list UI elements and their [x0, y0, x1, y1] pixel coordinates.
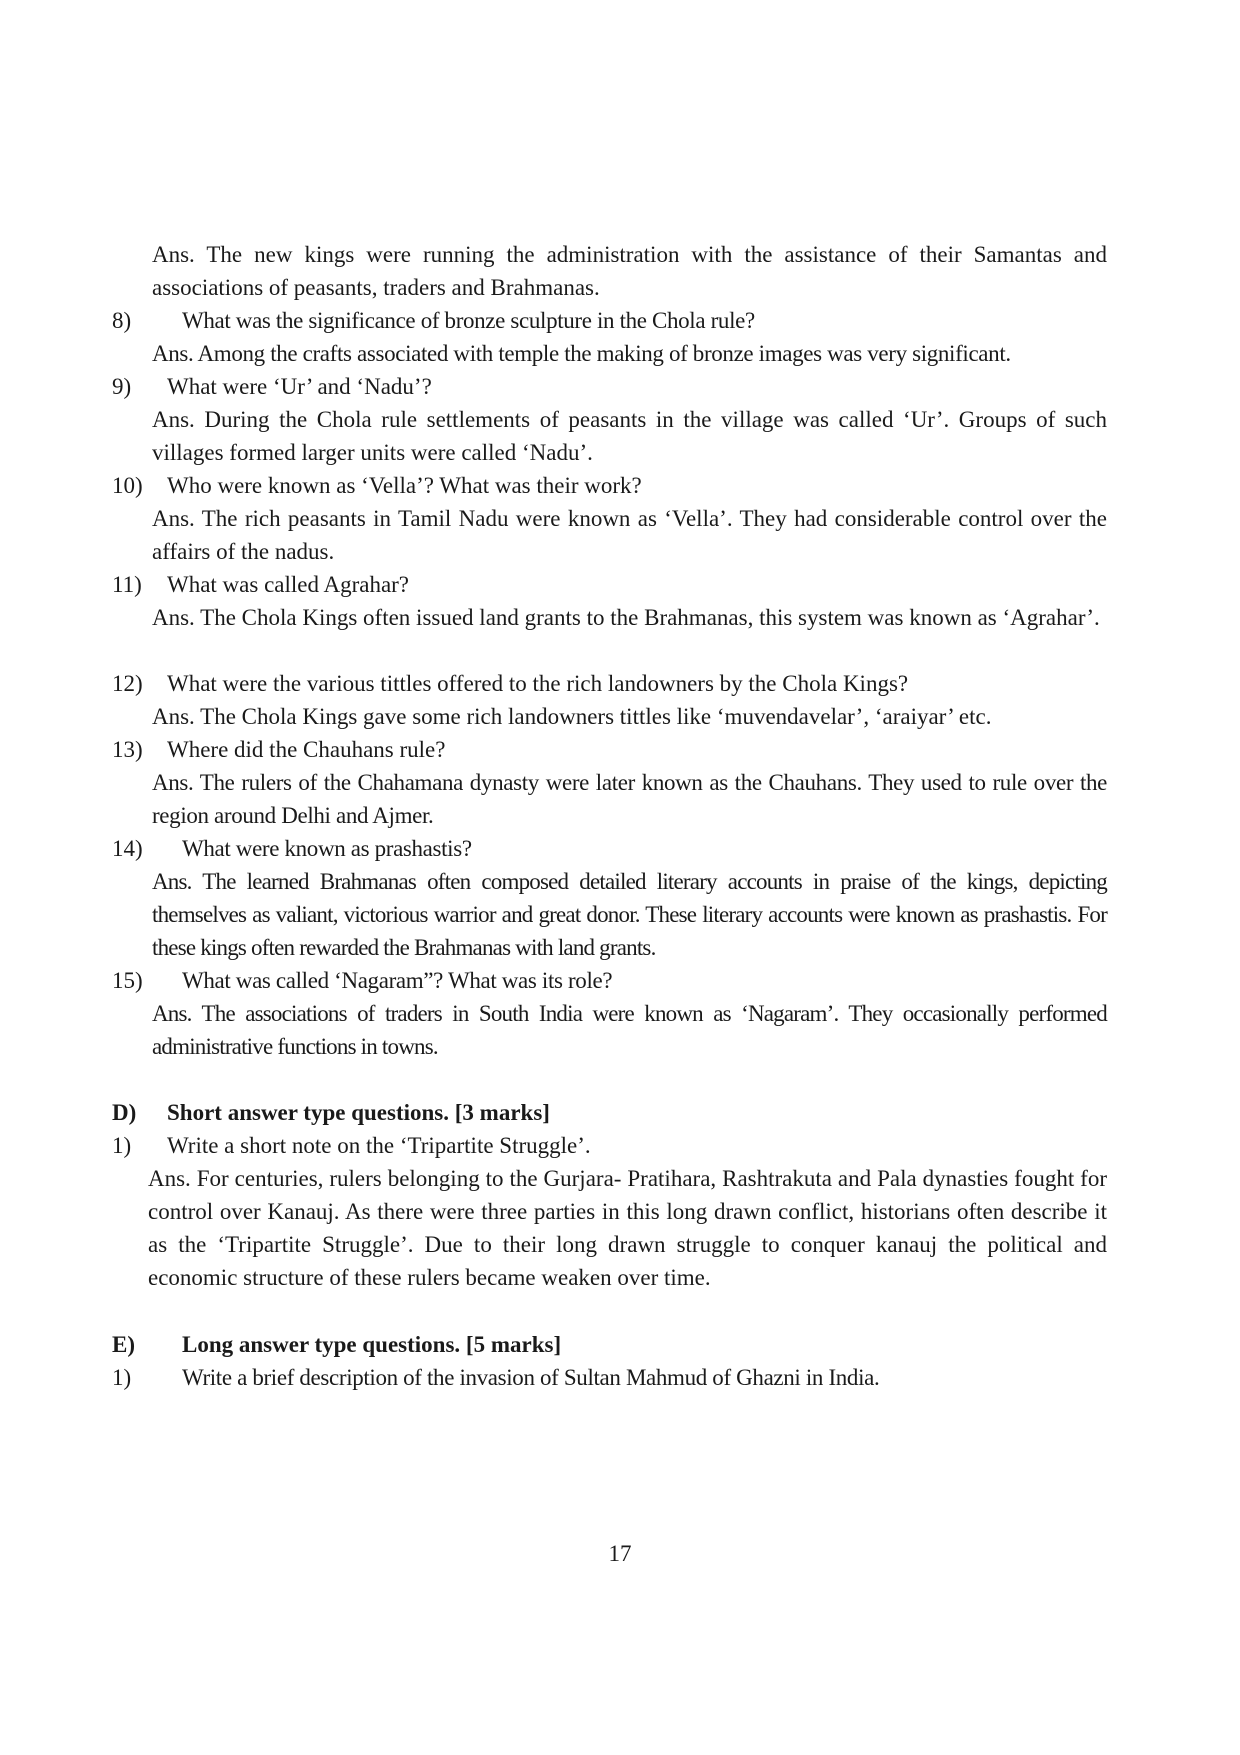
question-15-block — [112, 964, 1112, 1063]
question-13-block — [112, 733, 1112, 832]
question-number: 11) — [112, 572, 142, 597]
question-number: 8) — [112, 308, 132, 333]
section-e — [112, 1328, 1112, 1394]
answer-text: Ans. For centuries, rulers belonging to the Gurjara- Pratihara, Rashtrakuta and Pala dynasties fought for control over Kanauj. As there were three parties in this long drawn conflict, historians often describe it as the ‘Tripartite Struggle’. Due to their long drawn struggle to conquer kanauj the political and economic structure of these rulers became weaken over time. — [148, 1166, 1107, 1290]
question-number: 14) — [112, 836, 143, 861]
question-text: What was called ‘Nagaram”? What was its role? — [182, 968, 613, 993]
question-number: 9) — [112, 374, 132, 399]
answer-text: Ans. The Chola Kings gave some rich landowners tittles like ‘muvendavelar’, ‘araiyar’ etc. — [152, 704, 992, 729]
answer-text: Ans. The rulers of the Chahamana dynasty were later known as the Chauhans. They used to rule over the region around Delhi and Ajmer. — [152, 770, 1107, 828]
question-number: 1) — [112, 1133, 132, 1158]
answer-text: Ans. The associations of traders in South India were known as ‘Nagaram’. They occasionally performed administrative functions in towns. — [152, 1001, 1107, 1059]
question-text: Write a brief description of the invasion of Sultan Mahmud of Ghazni in India. — [182, 1365, 880, 1390]
question-text: What was called Agrahar? — [167, 572, 410, 597]
question-9-block — [112, 370, 1112, 469]
question-text: What were the various tittles offered to the rich landowners by the Chola Kings? — [167, 671, 909, 696]
question-text: Who were known as ‘Vella’? What was their work? — [167, 473, 642, 498]
question-number: 15) — [112, 968, 143, 993]
answer-text: Ans. During the Chola rule settlements of peasants in the village was called ‘Ur’. Groups of such villages formed larger units were called ‘Nadu’. — [152, 407, 1107, 465]
answer-text: Ans. Among the crafts associated with temple the making of bronze images was very significant. — [152, 341, 1011, 366]
answer-text: Ans. The learned Brahmanas often composed detailed literary accounts in praise of the kings, depicting themselves as valiant, victorious warrior and great donor. These literary accounts were known as prashastis. For these kings often rewarded the Brahmanas with land grants. — [152, 869, 1107, 960]
question-8-block — [112, 304, 1112, 370]
question-text: Where did the Chauhans rule? — [167, 737, 446, 762]
page-number: 17 — [608, 1541, 632, 1566]
answer-intro-block — [112, 238, 1112, 304]
question-number: 13) — [112, 737, 143, 762]
question-number: 12) — [112, 671, 143, 696]
question-text: Write a short note on the ‘Tripartite Struggle’. — [167, 1133, 591, 1158]
question-12-block — [112, 667, 1112, 733]
section-title: Long answer type questions. [5 marks] — [182, 1332, 562, 1357]
question-14-block — [112, 832, 1112, 964]
question-text: What were known as prashastis? — [182, 836, 472, 861]
answer-text: Ans. The Chola Kings often issued land grants to the Brahmanas, this system was known as ‘Agrahar’. — [152, 605, 1100, 630]
question-10-block — [112, 469, 1112, 568]
question-text: What were ‘Ur’ and ‘Nadu’? — [167, 374, 432, 399]
section-heading — [112, 1328, 1112, 1361]
answer-text: Ans. The rich peasants in Tamil Nadu were known as ‘Vella’. They had considerable control over the affairs of the nadus. — [152, 506, 1107, 564]
section-letter: D) — [112, 1100, 137, 1125]
answer-text: Ans. The new kings were running the administration with the assistance of their Samantas and associations of peasants, traders and Brahmanas. — [152, 242, 1107, 300]
section-letter: E) — [112, 1332, 135, 1357]
section-d — [112, 1096, 1112, 1294]
question-number: 1) — [112, 1365, 132, 1390]
section-title: Short answer type questions. [3 marks] — [167, 1100, 550, 1125]
question-11-block — [112, 568, 1112, 634]
section-heading — [112, 1096, 1112, 1129]
question-text: What was the significance of bronze sculpture in the Chola rule? — [182, 308, 755, 333]
question-number: 10) — [112, 473, 143, 498]
